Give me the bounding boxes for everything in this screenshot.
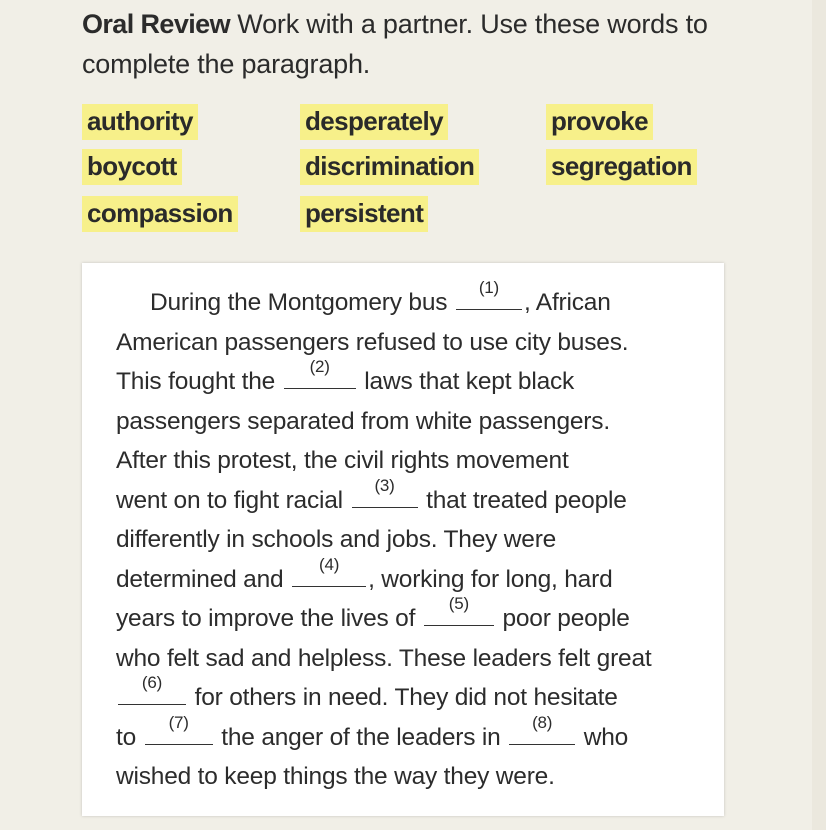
blank-number: (6) — [141, 673, 163, 692]
paragraph-text: for others in need. They did not hesitate — [194, 684, 618, 711]
word-bank-item: compassion — [82, 196, 238, 232]
blank-1[interactable] — [456, 278, 522, 310]
instructions-text: Work with a partner. Use these words to complete the paragraph. — [82, 9, 708, 79]
paragraph-text: During the Montgomery bus — [150, 289, 448, 316]
word-bank-item: desperately — [300, 104, 448, 140]
word-bank-item: discrimination — [300, 149, 479, 185]
section-title: Oral Review — [82, 9, 230, 39]
paragraph-text: , working for long, hard — [368, 565, 613, 593]
paragraph-line — [116, 357, 716, 402]
blank-5[interactable] — [424, 594, 494, 626]
paragraph-card — [82, 263, 724, 816]
paragraph-line: who felt sad and helpless. These leaders felt great — [116, 644, 652, 672]
paragraph — [116, 278, 716, 797]
paragraph-line: After this protest, the civil rights movement — [116, 447, 569, 474]
blank-number: (7) — [168, 712, 189, 732]
blank-number: (3) — [374, 475, 395, 495]
paragraph-line — [116, 712, 716, 758]
blank-7[interactable] — [145, 712, 213, 745]
blank-4[interactable] — [292, 554, 366, 587]
paragraph-text: , African — [523, 289, 611, 316]
paragraph-text: years to improve the lives of — [116, 605, 416, 632]
paragraph-line — [116, 278, 716, 323]
blank-number: (1) — [478, 278, 500, 297]
paragraph-line: wished to keep things the way they were. — [116, 763, 555, 790]
blank-number: (5) — [448, 594, 469, 613]
word-bank-item: provoke — [546, 104, 653, 140]
word-bank-item: boycott — [82, 149, 182, 185]
blank-6[interactable] — [118, 673, 186, 705]
blank-3[interactable] — [352, 475, 418, 508]
paragraph-line: differently in schools and jobs. They were — [116, 526, 557, 553]
paragraph-line: passengers separated from white passengers. — [116, 407, 610, 435]
blank-2[interactable] — [284, 357, 356, 389]
paragraph-text: that treated people — [426, 486, 627, 514]
paragraph-line: American passengers refused to use city buses. — [116, 328, 629, 356]
paragraph-line — [116, 594, 716, 639]
word-bank-item: authority — [82, 104, 198, 140]
paragraph-text: determined and — [116, 565, 284, 593]
word-bank-item: segregation — [546, 149, 697, 185]
page-edge — [812, 0, 826, 830]
paragraph-text: This fought the — [116, 368, 276, 395]
paragraph-text: to — [116, 723, 137, 751]
blank-number: (2) — [309, 357, 330, 376]
paragraph-line — [116, 475, 716, 521]
paragraph-text: went on to fight racial — [116, 486, 343, 514]
paragraph-line — [116, 554, 716, 600]
paragraph-text: the anger of the leaders in — [221, 723, 501, 751]
blank-number: (8) — [532, 712, 553, 732]
paragraph-text: poor people — [502, 605, 630, 632]
blank-number: (4) — [318, 554, 340, 574]
instructions — [82, 4, 742, 84]
paragraph-text: who — [583, 723, 629, 751]
word-bank-item: persistent — [300, 196, 428, 232]
paragraph-text: laws that kept black — [364, 368, 575, 395]
blank-8[interactable] — [509, 712, 575, 745]
